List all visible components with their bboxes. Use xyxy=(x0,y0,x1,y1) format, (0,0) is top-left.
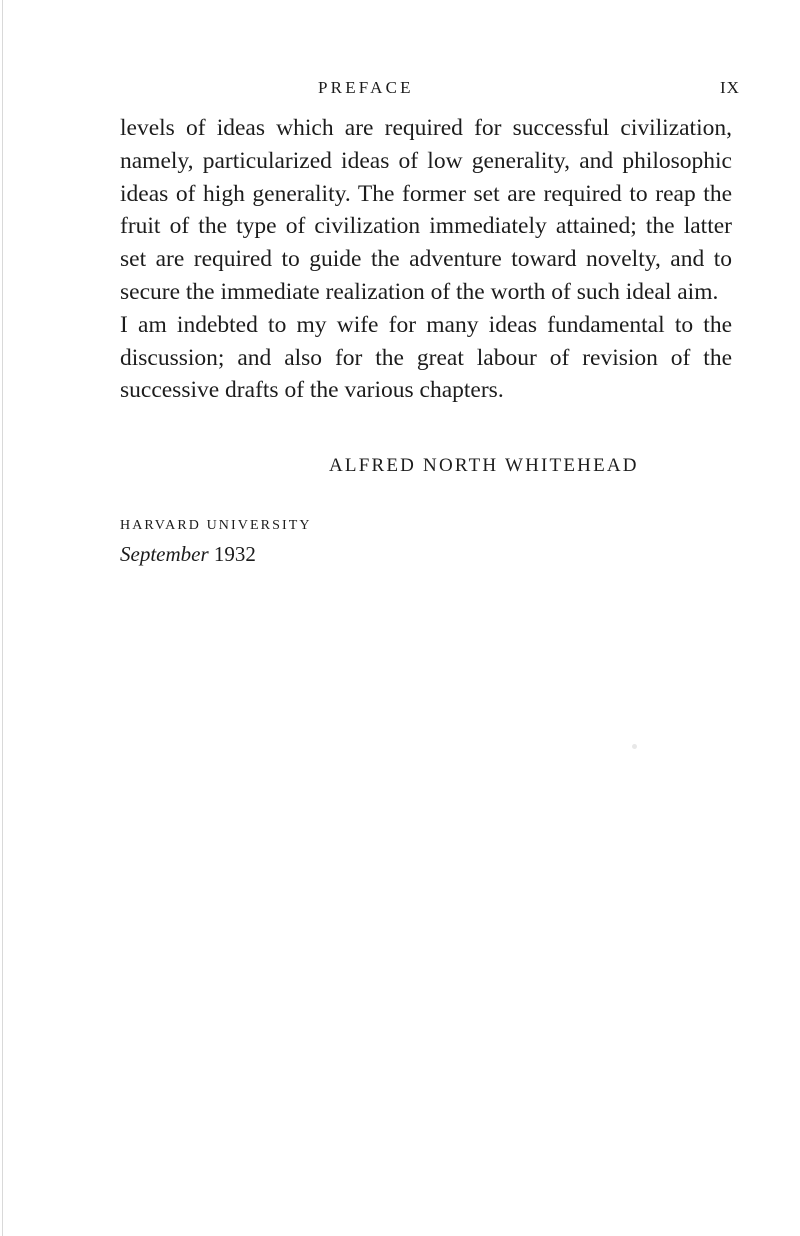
paragraph-levels-of-ideas: levels of ideas which are required for successful civilization, namely, particularized ideas of low generality, and philosophic ideas of high generality. The former set are required to reap the fruit of the type of civilization immediately attained; the latter set are required to guide the adventure toward novelty, and to secure the immediate realization of the worth of such ideal aim. xyxy=(120,115,732,305)
signature-place: HARVARD UNIVERSITY xyxy=(120,518,312,533)
paragraph-acknowledgement: I am indebted to my wife for many ideas fundamental to the discussion; and also for the great labour of revision of the successive drafts of the various chapters. xyxy=(120,311,732,404)
running-title: PREFACE xyxy=(318,78,414,97)
author-signature: ALFRED NORTH WHITEHEAD xyxy=(329,455,639,476)
signature-date xyxy=(120,540,256,568)
paper-speck xyxy=(632,744,637,749)
running-head xyxy=(0,73,800,103)
signature-year: 1932 xyxy=(213,542,256,566)
signature-month: September xyxy=(120,542,209,566)
page-gutter-edge xyxy=(2,0,3,1236)
page-number: IX xyxy=(720,78,740,97)
body-text xyxy=(120,112,732,407)
